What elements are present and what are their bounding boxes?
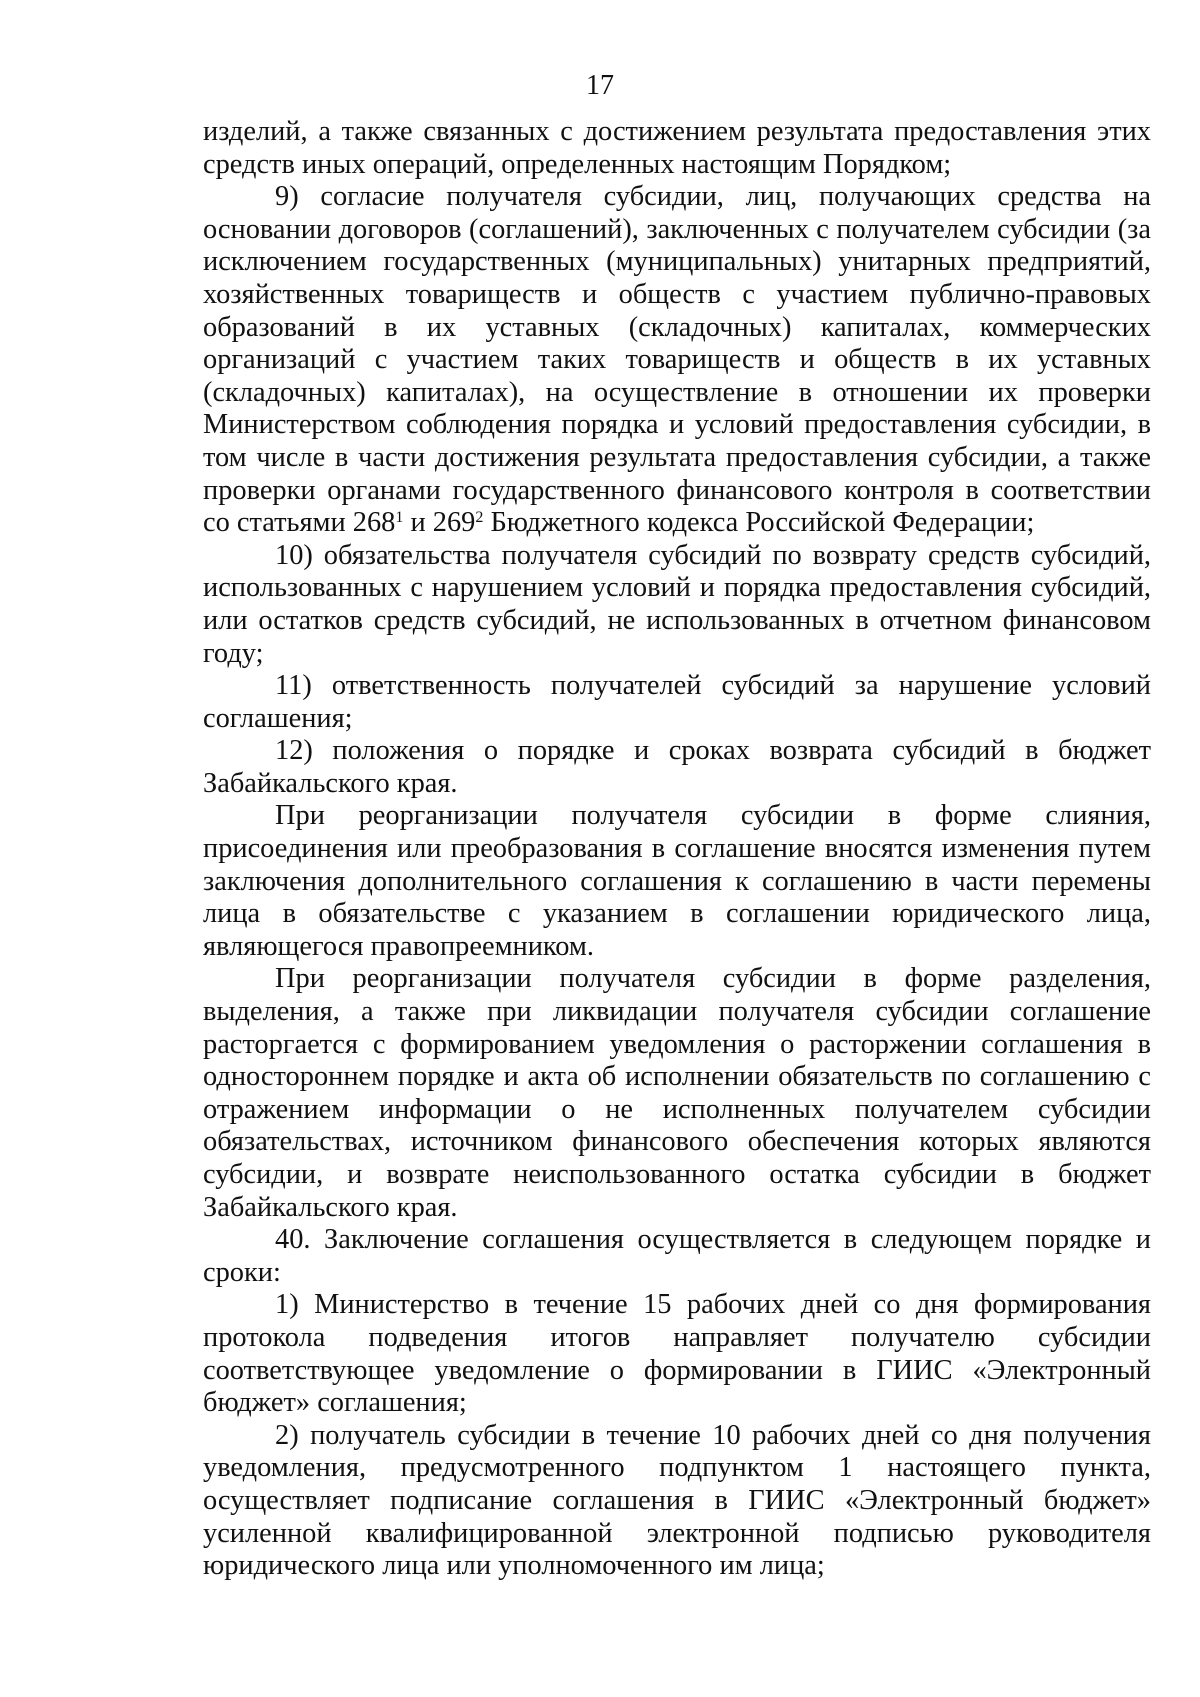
paragraph-section-40: 40. Заключение соглашения осуществляется в следующем порядке и сроки: [203, 1224, 1151, 1288]
document-body [203, 116, 1151, 1583]
paragraph-section-40-item-1: 1) Министерство в течение 15 рабочих дней со дня формирования протокола подведения итогов направляет получателю субсидии соответствующее уведомление о формировании в ГИИС «Электронный бюджет» соглашения; [203, 1289, 1151, 1419]
paragraph-continuation: изделий, а также связанных с достижением результата предоставления этих средств иных операций, определенных настоящим Порядком; [203, 116, 1151, 180]
paragraph-section-40-item-2: 2) получатель субсидии в течение 10 рабочих дней со дня получения уведомления, предусмотренного подпунктом 1 настоящего пункта, осуществляет подписание соглашения в ГИИС «Электронный бюджет» усиленной квалифицированной электронной подписью руководителя юридического лица или уполномоченного им лица; [203, 1419, 1151, 1582]
paragraph-item-9 [203, 181, 1151, 540]
paragraph-item-9-tail: Бюджетного кодекса Российской Федерации; [483, 507, 1035, 539]
page-number: 17 [586, 70, 614, 101]
paragraph-item-10: 10) обязательства получателя субсидий по возврату средств субсидий, использованных с нарушением условий и порядка предоставления субсидий, или остатков средств субсидий, не использованных в отчетном финансовом году; [203, 539, 1151, 669]
paragraph-reorganization-merge: При реорганизации получателя субсидии в форме слияния, присоединения или преобразования в соглашение вносятся изменения путем заключения дополнительного соглашения к соглашению в части перемены лица в обязательстве с указанием в соглашении юридического лица, являющегося правопреемником. [203, 800, 1151, 962]
paragraph-item-9-text: 9) согласие получателя субсидии, лиц, получающих средства на основании договоров (соглашений), заключенных с получателем субсидии (за исключением государственных (муниципальных) унитарных предприятий, хозяйственных товариществ и обществ с участием публично-правовых образований в их уставных (складочных) капиталах, коммерческих организаций с участием таких товариществ и обществ в их уставных (складочных) капиталах), на осуществление в отношении их проверки Министерством соблюдения порядка и условий предоставления субсидии, в том числе в части достижения результата предоставления субсидии, а также проверки органами государственного финансового контроля в соответствии со статьями 268 [203, 181, 1151, 539]
paragraph-item-12: 12) положения о порядке и сроках возврата субсидий в бюджет Забайкальского края. [203, 735, 1151, 799]
paragraph-reorganization-division: При реорганизации получателя субсидии в форме разделения, выделения, а также при ликвидации получателя субсидии соглашение расторгается с формированием уведомления о расторжении соглашения в одностороннем порядке и акта об исполнении обязательств по соглашению с отражением информации о не исполненных получателем субсидии обязательствах, источником финансового обеспечения которых являются субсидии, и возврате неиспользованного остатка субсидии в бюджет Забайкальского края. [203, 963, 1151, 1223]
superscript-2: 2 [475, 508, 484, 526]
paragraph-item-9-mid: и 269 [403, 507, 476, 539]
paragraph-item-11: 11) ответственность получателей субсидий за нарушение условий соглашения; [203, 670, 1151, 734]
superscript-1: 1 [395, 508, 404, 526]
